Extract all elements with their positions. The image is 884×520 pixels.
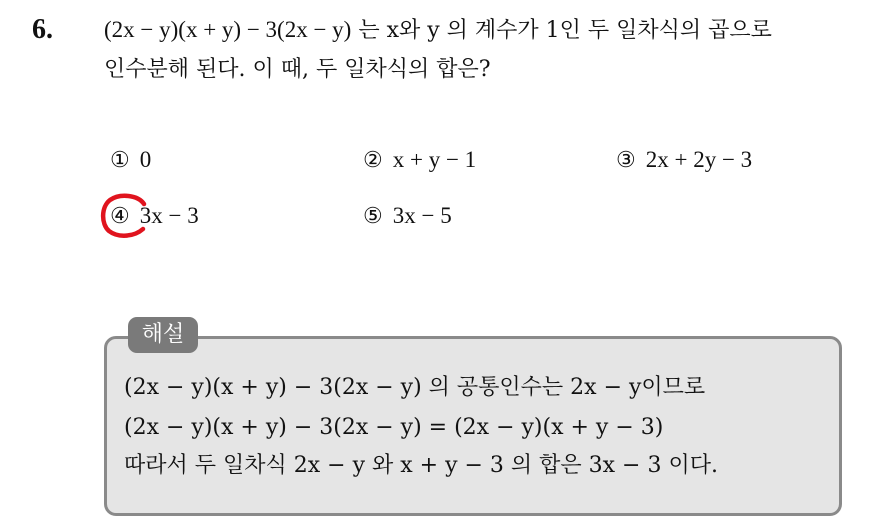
choice-4[interactable] bbox=[110, 202, 199, 231]
question-number: 6. bbox=[32, 14, 53, 45]
choice-3[interactable] bbox=[616, 146, 752, 175]
question-stem-line-1 bbox=[104, 16, 864, 45]
choice-value-5: 3x − 5 bbox=[392, 203, 452, 228]
stem-expression: (2x − y)(x + y) − 3(2x − y) bbox=[104, 17, 352, 42]
solution-line-1: (2x − y)(x + y) − 3(2x − y) 의 공통인수는 2x − y이므로 bbox=[124, 375, 706, 400]
choice-value-4: 3x − 3 bbox=[139, 203, 199, 228]
choice-number-1: ① bbox=[110, 148, 130, 173]
choice-value-3: 2x + 2y − 3 bbox=[645, 147, 753, 172]
question-stem-line-2: 인수분해 된다. 이 때, 두 일차식의 합은? bbox=[104, 57, 491, 82]
choice-value-1: 0 bbox=[139, 147, 152, 172]
stem-text: 는 x와 y 의 계수가 1인 두 일차식의 곱으로 bbox=[351, 18, 772, 43]
choice-1[interactable] bbox=[110, 146, 151, 175]
choice-2[interactable] bbox=[363, 146, 476, 175]
solution-line-3: 따라서 두 일차식 2x − y 와 x + y − 3 의 합은 3x − 3 이다. bbox=[124, 453, 718, 478]
choice-number-4: ④ bbox=[110, 204, 130, 229]
choice-number-2: ② bbox=[363, 148, 383, 173]
choice-number-3: ③ bbox=[616, 148, 636, 173]
choice-value-2: x + y − 1 bbox=[392, 147, 477, 172]
choice-5[interactable] bbox=[363, 202, 452, 231]
choice-number-5: ⑤ bbox=[363, 204, 383, 229]
solution-line-2: (2x − y)(x + y) − 3(2x − y) = (2x − y)(x + y − 3) bbox=[124, 415, 664, 440]
solution-tag: 해설 bbox=[128, 317, 198, 353]
